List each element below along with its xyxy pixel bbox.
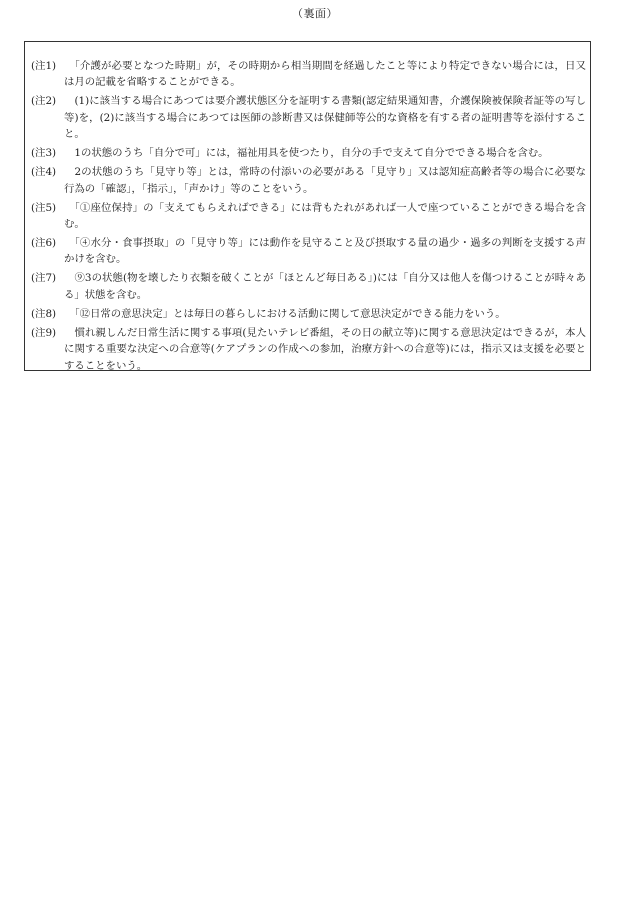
note-1 bbox=[31, 58, 586, 91]
note-text: 1の状態のうち「自分で可」には，福祉用具を使つたり，自分の手で支えて自分でできる場合を含む。 bbox=[64, 147, 549, 160]
note-label: (注9) bbox=[31, 326, 57, 339]
notes-box bbox=[24, 41, 591, 371]
note-text: 「④水分・食事摂取」の「見守り等」には動作を見守ること及び摂取する量の過少・過多の判断を支援する声かけを含む。 bbox=[64, 237, 586, 266]
note-label: (注3) bbox=[31, 147, 57, 160]
note-7 bbox=[31, 270, 586, 303]
note-text: ⑨3の状態(物を壊したり衣類を破くことが「ほとんど毎日ある」)には「自分又は他人を傷つけることが時々ある」状態を含む。 bbox=[64, 272, 586, 301]
note-5 bbox=[31, 200, 586, 233]
page-title: （裏面） bbox=[292, 7, 338, 20]
note-3 bbox=[31, 145, 586, 161]
note-label: (注1) bbox=[31, 60, 57, 72]
note-text: 2の状態のうち「見守り等」とは，常時の付添いの必要がある「見守り」又は認知症高齢者等の場合に必要な行為の「確認」，「指示」，「声かけ」等のことをいう。 bbox=[64, 166, 586, 195]
note-text: 慣れ親しんだ日常生活に関する事項(見たいテレビ番組，その日の献立等)に関する意思決定はできるが，本人に関する重要な決定への合意等(ケアプランの作成への参加，治療方針への合意等)には，指示又は支援を必要とすることをいう。 bbox=[64, 326, 586, 372]
note-9 bbox=[31, 325, 586, 374]
note-label: (注6) bbox=[31, 237, 57, 250]
note-text: 「⑫日常の意思決定」とは毎日の暮らしにおける活動に関して意思決定ができる能力をいう。 bbox=[64, 307, 506, 320]
note-6 bbox=[31, 235, 586, 268]
note-label: (注4) bbox=[31, 166, 57, 179]
note-label: (注5) bbox=[31, 201, 57, 214]
note-2 bbox=[31, 93, 586, 142]
note-text: (1)に該当する場合にあつては要介護状態区分を証明する書類(認定結果通知書，介護保険被保険者証等の写し等)を，(2)に該当する場合にあつては医師の診断書又は保健師等公的な資格を有する者の証明書等を添付すること。 bbox=[64, 95, 586, 141]
note-text: 「①座位保持」の「支えてもらえればできる」には背もたれがあれば一人で座つていることができる場合を含む。 bbox=[64, 201, 586, 231]
note-4 bbox=[31, 164, 586, 197]
note-text: 「介護が必要となつた時期」が，その時期から相当期間を経過したこと等により特定できない場合には，日又は月の記載を省略することができる。 bbox=[64, 60, 586, 89]
note-8 bbox=[31, 306, 586, 322]
note-label: (注2) bbox=[31, 95, 57, 108]
note-label: (注7) bbox=[31, 272, 57, 285]
note-label: (注8) bbox=[31, 307, 57, 320]
